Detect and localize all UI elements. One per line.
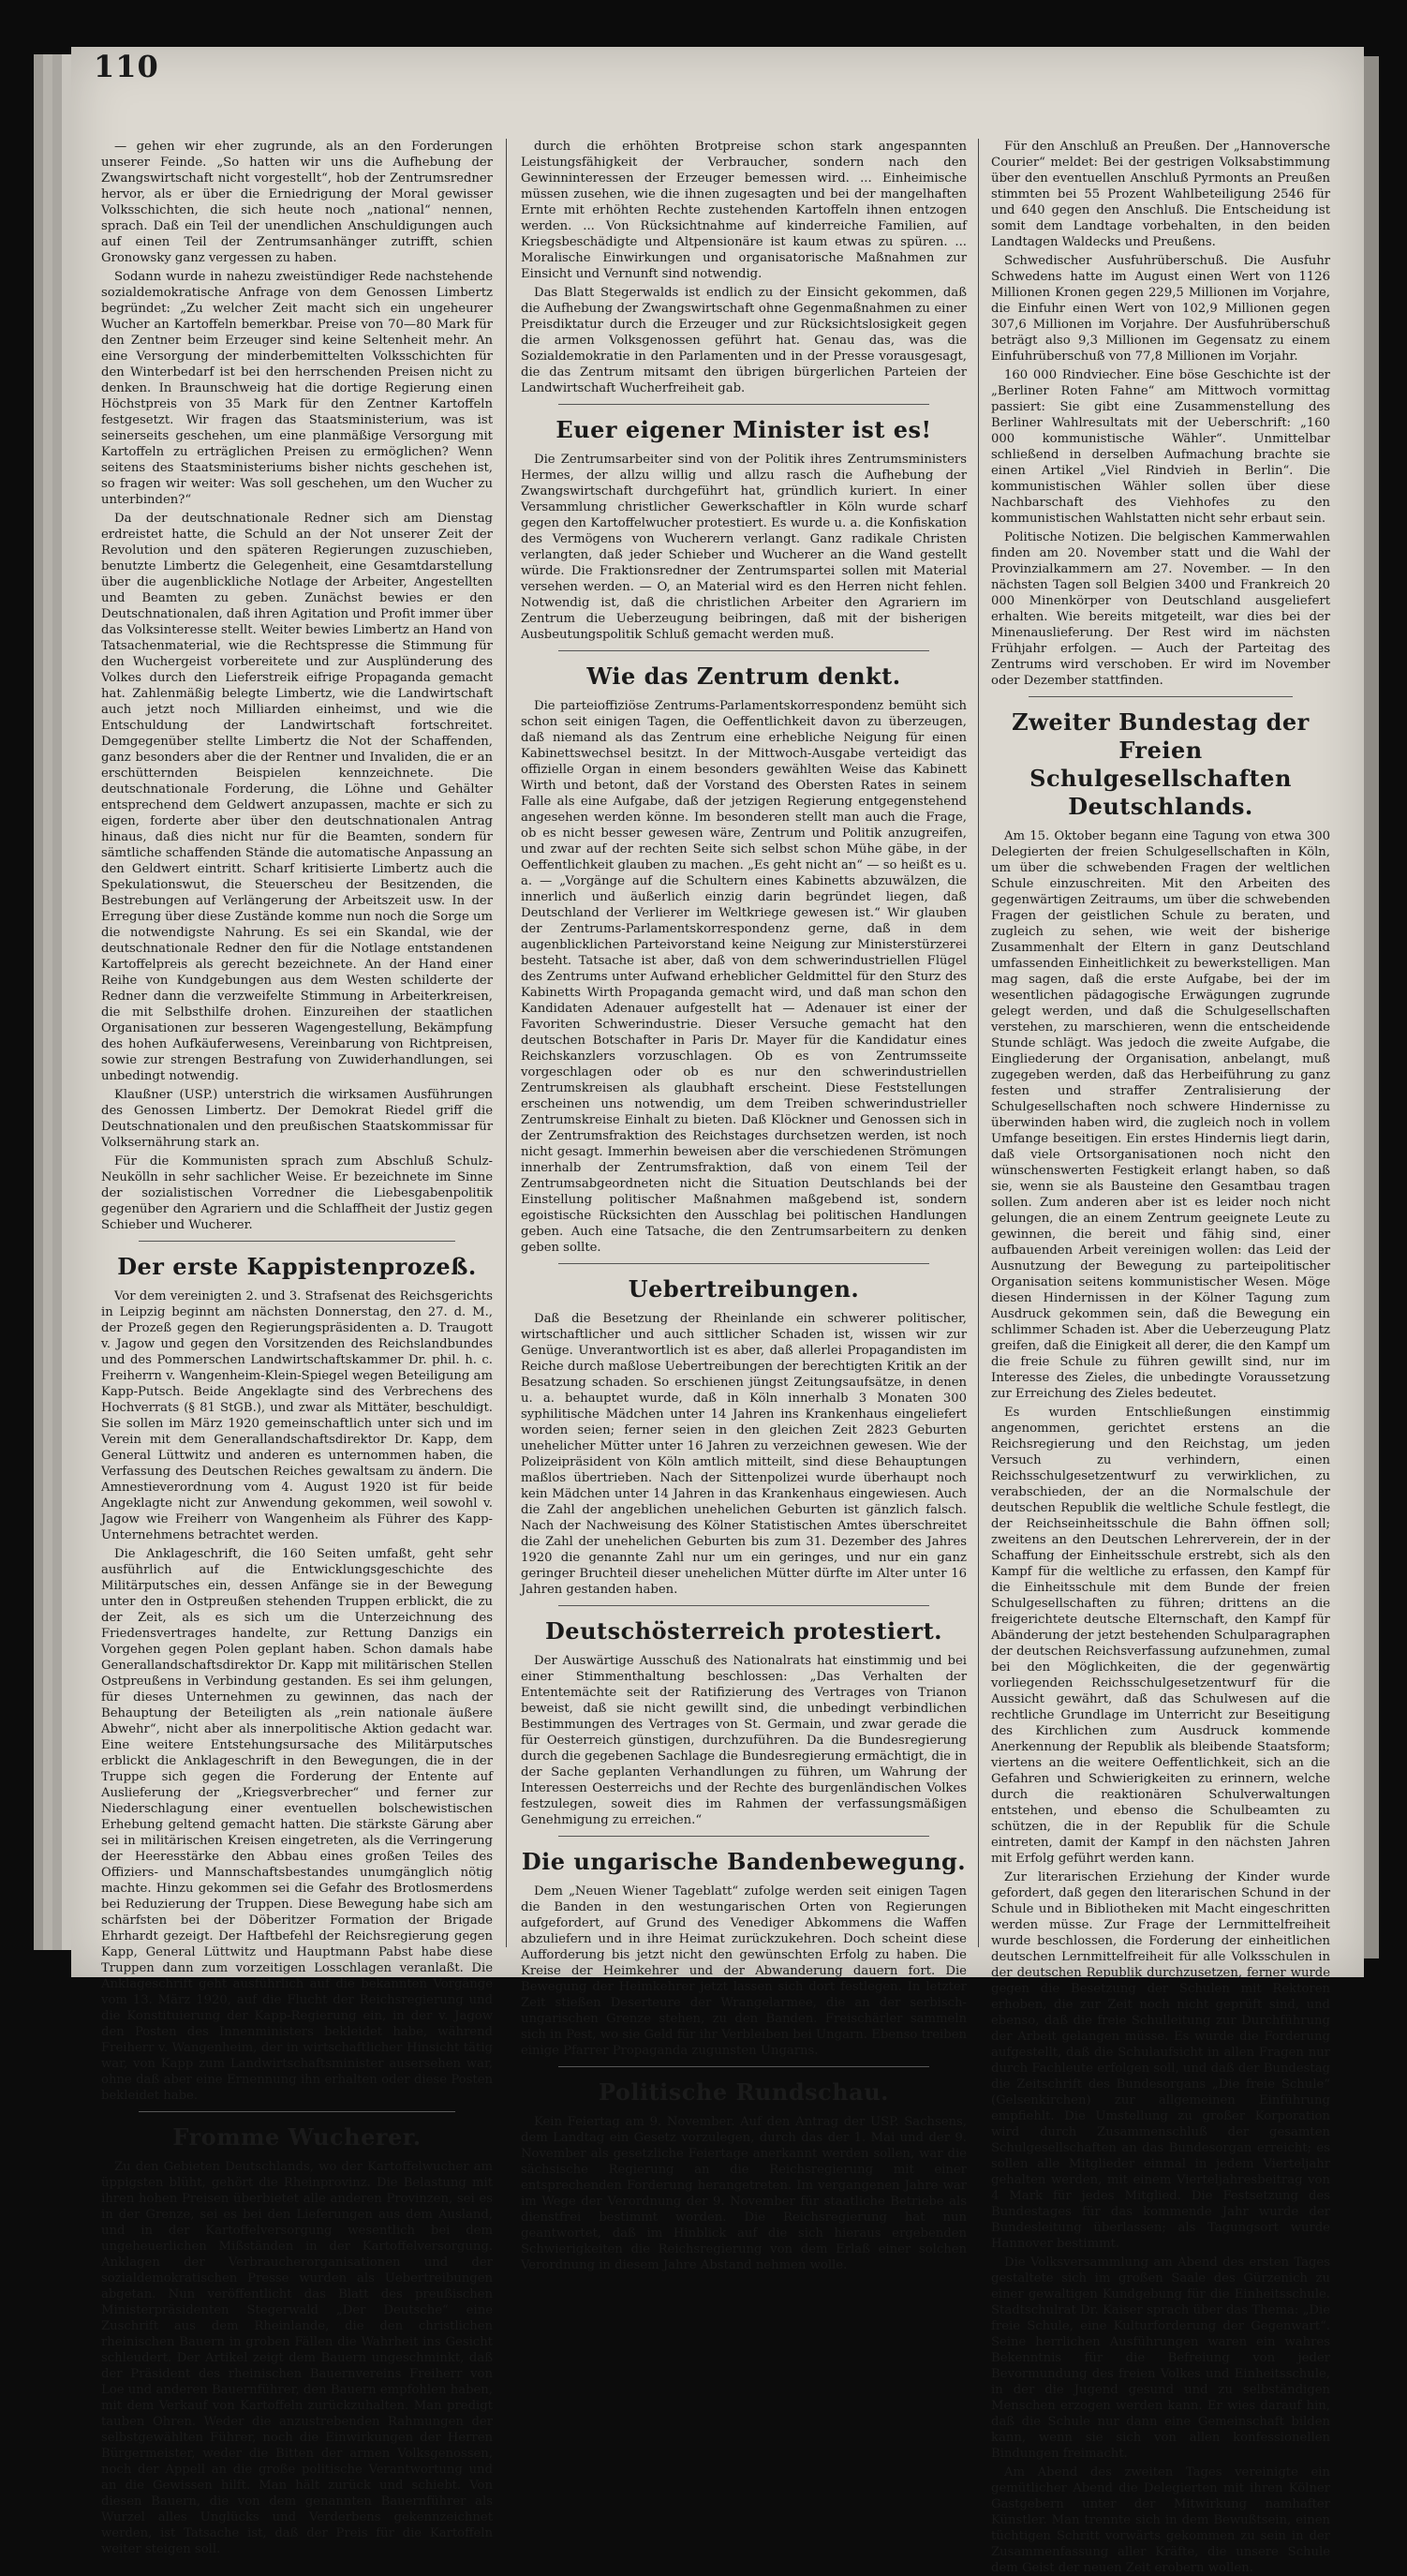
column-rule [506,139,507,1947]
page-edge-4 [62,54,71,1950]
article-paragraph: Das Blatt Stegerwalds ist endlich zu der Einsicht gekommen, daß die Aufhebung der Zwangswirtschaft ohne Gegenmaßnahmen zu einer Preisdiktatur durch die Erzeuger und zur Rücksichtslosigkeit gegen die armen Volksgenossen geführt hat. Genau das, was die Sozialdemokratie in den Parlamenten und in der Presse vorausgesagt, die das Zentrum mitsamt den übrigen bürgerlichen Parteien der Landwirtschaft Wucherfreiheit gab. [521,286,967,395]
article-paragraph: Der Auswärtige Ausschuß des Nationalrats hat einstimmig und bei einer Stimmenthaltung beschlossen: „Das Verhalten der Ententemächte seit der Ratifizierung des Vertrages von Trianon beweist, daß sie nicht gewillt sind, die unbedingt verbindlichen Bestimmungen des Vertrages von St. Germain, und zwar gerade die für Oesterreich günstigen, durchzuführen. Da die Bundesregierung durch die gegebenen Sachlage die Bundesregierung ermächtigt, die in der Sache geplanten Verhandlungen zu führen, um Wahrung der Interessen Oesterreichs und der Rechte des burgenländischen Volkes festzulegen, soweit dies im Rahmen der verfassungsmäßigen Genehmigung zu erreichen.“ [521,1654,967,1827]
article-paragraph: Da der deutschnationale Redner sich am Dienstag erdreistet hatte, die Schuld an der Not unserer Zeit der Revolution und den späteren Regierungen zuzuschieben, benutzte Limbertz die Gelegenheit, eine Gesamtdarstellung über die augenblickliche Notlage der Arbeiter, Angestellten und Beamten zu geben. Zunächst bewies er den Deutschnationalen, daß ihren Agitation und Profit immer über das Volksinteresse stellt. Weiter bewies Limbertz an Hand von Tatsachenmaterial, wie die Rechtspresse die Stimmung für den Wuchergeist vorbereitete und zur Ausplünderung des Volkes durch den Lieferstreik eifrige Propaganda gemacht hat. Zahlenmäßig belegte Limbertz, wie die Landwirtschaft auch jetzt noch Milliarden einheimst, und wie die Entschuldung der Landwirtschaft fortschreitet. Demgegenüber stellte Limbertz die Not der Schaffenden, ganz besonders aber die der Rentner und Invaliden, die er an erschütternden Beispielen kennzeichnete. Die deutschnationale Forderung, die Löhne und Gehälter entsprechend dem Geldwert anzupassen, machte er sich zu eigen, forderte aber über den deutschnationalen Antrag hinaus, daß dies nicht nur für die Beamten, sondern für sämtliche schaffenden Stände die automatische Anpassung an den Geldwert eintritt. Scharf kritisierte Limbertz auch die Spekulationswut, die Steuerscheu der Besitzenden, die Bestrebungen auf Verlängerung der Arbeitszeit usw. In der Erregung über diese Zustände komme nun noch die Sorge um die notwendigste Nahrung. Es sei ein Skandal, wie der deutschnationale Redner den für die Notlage entstandenen Kartoffelpreis als gerecht bezeichnete. An der Hand einer Reihe von Kundgebungen aus dem Westen schilderte der Redner dann die verzweifelte Stimmung in Arbeiterkreisen, die mit Selbsthilfe drohen. Einzureihen der staatlichen Organisationen zur besseren Wagengestellung, Bekämpfung des hohen Aufkäuferwesens, Vereinbarung von Richtpreisen, sowie zur strengen Bestrafung von Zuwiderhandlungen, sei unbedingt notwendig. [101,512,493,1083]
article-paragraph: durch die erhöhten Brotpreise schon stark angespannten Leistungsfähigkeit der Verbraucher, sondern nach den Gewinninteressen der Erzeuger bemessen wird. ... Einheimische müssen zusehen, wie die ihnen zugesagten und bei der mangelhaften Ernte mit erhöhten Rechte zustehenden Kartoffeln ihnen entzogen werden. ... Von Rücksichtnahme auf kinderreiche Familien, auf Kriegsbeschädigte und Altpensionäre ist kaum etwas zu spüren. ... Moralische Einwirkungen und organisatorische Maßnahmen zur Einsicht und Vernunft sind notwendig. [521,140,967,281]
column-left [101,139,493,2556]
article-paragraph: Die Anklageschrift, die 160 Seiten umfaßt, geht sehr ausführlich auf die Entwicklungsgeschichte des Militärputsches ein, dessen Anfänge sie in der Bewegung unter den in Ostpreußen stehenden Truppen erblickt, die zu der Zeit, als es sich um die Unterzeichnung des Friedensvertrages handelte, zur Rettung Danzigs ein Vorgehen gegen Polen geplant haben. Schon damals habe Generallandschaftsdirektor Dr. Kapp mit militärischen Stellen Ostpreußens in Verbindung gestanden. Es sei ihm gelungen, für dieses Unternehmen zu gewinnen, das nach der Behauptung der Beteiligten als „rein nationale äußere Abwehr“, nicht aber als innerpolitische Aktion gedacht war. Eine weitere Entstehungsursache des Militärputsches erblickt die Anklageschrift in den Bewegungen, die in der Truppe sich gegen die Forderung der Entente auf Auslieferung der „Kriegsverbrecher“ und ferner zur Niederschlagung einer eventuellen bolschewistischen Erhebung geltend gemacht hatten. Die stärkste Gärung aber sei in militärischen Kreisen eingetreten, als die Verringerung der Heeresstärke den Abbau eines großen Teiles des Offiziers- und Mannschaftsbestandes unumgänglich nötig machte. Hinzu gekommen sei die Gefahr des Brotlosmerdens bei Reduzierung der Truppen. Diese Bewegung habe sich am schärfsten bei der Döberitzer Formation der Brigade Ehrhardt gezeigt. Der Haftbefehl der Reichsregierung gegen Kapp, General Lüttwitz und Hauptmann Pabst habe diese Truppen dann zum vorzeitigen Losschlagen veranlaßt. Die Anklageschrift geht ausführlich auf die bekannten Vorgänge vom 13. März 1920, auf die Flucht der Reichsregierung und die Konstituierung der Kapp-Regierung ein, in der v. Jagow den Posten des Innenministers bekleidet habe, während Freiherr v. Wangenheim, der in wirtschaftlicher Hinsicht tätig war, von Kapp zum Landwirtschaftsminister ausersehen war, ohne daß aber eine Ernennung ihn erhalten oder diese Posten bekleidet habe. [101,1547,493,2103]
article-paragraph: Schwedischer Ausfuhrüberschuß. Die Ausfuhr Schwedens hatte im August einen Wert von 1126 Millionen Kronen gegen 229,5 Millionen im Vorjahre, die Einfuhr einen Wert von 102,9 Millionen gegen 307,6 Millionen im Vorjahre. Der Ausfuhrüberschuß beträgt also 9,3 Millionen im Gegensatz zu einem Einfuhrüberschuß von 77,8 Millionen im Vorjahr. [991,254,1330,364]
article-headline: Wie das Zentrum denkt. [586,663,901,690]
article-paragraph: Dem „Neuen Wiener Tageblatt“ zufolge werden seit einigen Tagen die Banden in den westungarischen Orten von Regierungen aufgefordert, auf Grund des Venediger Abkommens die Waffen abzuliefern und in ihre Heimat zurückzukehren. Doch scheint diese Aufforderung bis jetzt nicht den gewünschten Erfolg zu haben. Die Kreise der Heimkehrer und der Abwanderung dauern fort. Die Bewegung der Heimkehrer jetzt lassen sich dort festlegen. In letzter Zeit stießen Deserteure der Wrangelarmee, die an der serbisch-ungarischen Grenze stehen, zu den Banden. Freischärler sammeln sich in Pest, wo sie Geld für ihr Verbleiben bei Ungarn. Ebenso treiben einige Pfarrer Propaganda zugunsten Ungarns. [521,1884,967,2058]
headline-rule [558,1263,929,1264]
article-headline: Deutschösterreich protestiert. [544,1617,943,1645]
article-paragraph: Für die Kommunisten sprach zum Abschluß Schulz-Neukölln in sehr sachlicher Weise. Er bezeichnete im Sinne der sozialistischen Vorredner die Liebesgabenpolitik gegenüber den Agrariern und die Schlaffheit der Justiz gegen Schieber und Wucherer. [101,1154,493,1232]
headline-rule [558,650,929,651]
article-paragraph: Für den Anschluß an Preußen. Der „Hannoversche Courier“ meldet: Bei der gestrigen Volksabstimmung über den eventuellen Anschluß Pyrmonts an Preußen stimmten bei 55 Prozent Wahlbeteiligung 2546 für und 640 gegen den Anschluß. Die Entscheidung ist somit dem Landtage vorbehalten, in den beiden Landtagen Waldecks und Preußens. [991,140,1330,249]
article-paragraph: Am 15. Oktober begann eine Tagung von etwa 300 Delegierten der freien Schulgesellschaften in Köln, um über die schwebenden Fragen der weltlichen Schule einzuschreiten. Mit den Arbeiten des gegenwärtigen Zeitraums, um über die schwebenden Fragen der geistlichen Schule zu beraten, und zugleich zu sehen, wie weit der bisherige Zusammenhalt der Eltern in ganz Deutschland umfassenden Einheitlichkeit zu bewerkstelligen. Man mag sagen, daß die erste Aufgabe, bei der im wesentlichen pädagogische Erwägungen zugrunde gelegt werden, und daß die Schulgesellschaften verstehen, zu marschieren, wenn die entscheidende Stunde schlägt. Was jedoch die zweite Aufgabe, die Eingliederung der Organisation, anbelangt, muß zugegeben werden, daß das Herbeiführung zu ganz festen und straffer Zentralisierung der Schulgesellschaften noch schwere Hindernisse zu überwinden haben wird, die zugleich noch in vollem Umfange beseitigen. Ein erstes Hindernis liegt darin, daß viele Ortsorganisationen noch nicht den wünschenswerten Festigkeit erlangt haben, so daß sie, wenn sie als Bausteine den Gesamtbau tragen sollen. Zum anderen aber ist es leider noch nicht gelungen, die an einem Zentrum geeignete Leute zu gewinnen, die bereit und fähig sind, einer aufbauenden Arbeit vereinigen wollen: das Leid der Ausnutzung der Bewegung zu parteipolitischer Organisation seitens kommunistischer Wesen. Möge diesen Hindernissen in der Kölner Tagung zum Ausdruck gekommen sein, daß die Bewegung ein schlimmer Schaden ist. Aber die Ueberzeugung Platz greifen, daß die Einigkeit all derer, die den Kampf um die freie Schule zu führen gewillt sind, nur im Interesse des Zieles, die unbedingte Voraussetzung zur Erreichung des Zieles bedeutet. [991,829,1330,1401]
page-edge-2 [43,54,52,1950]
article-paragraph: Zur literarischen Erziehung der Kinder wurde gefordert, daß gegen den literarischen Schund in der Schule und in Bibliotheken mit Macht eingeschritten werden müsse. Zur Frage der Lernmittelfreiheit wurde beschlossen, die Forderung der einheitlichen deutschen Lernmittelfreiheit für alle Volksschulen in der deutschen Republik durchzusetzen, ferner wurde gegen die Besetzung der Schulen mit Rektoren erhoben, die zur Zeit noch nicht geprüft sind, und ebenso, daß die freie Schulleitung zur Durchführung der Arbeit gelangen müsse. Es wurde die Forderung aufgestellt, daß die Schulaufsicht in allen Fragen nur durch Fachleute erfolgen soll, und daß der Bundestag die Zeitschrift des Bundesorgans „Die freie Schule“ (Gelsenkirchen) zur allgemeinen Einführung empfiehlt. Die Umstellung zu großer Korporation wird durch Zusammenschluß der gesamten Schulgesellschaften an das Bundesorgan erreicht; es sollen alle Mitglieder einmal in jedem Vierteljahr gehalten werden, mit einem Vierteljahresbeitrag von 4 Mark für jedes Mitglied. Die Festsetzung des Bundestages für das kommende Jahr wurde der Bundesleitung überlassen; als Tagungsort wurde Hannover bestimmt. [991,1870,1330,2251]
article-paragraph: Politische Notizen. Die belgischen Kammerwahlen finden am 20. November statt und die Wahl der Provinzialkammern am 27. November. — In den nächsten Tagen soll Belgien 3400 und Frankreich 20 000 Minenkörper von Deutschland ausgeliefert erhalten. Wie bereits mitgeteilt, war dies bei der Minenauslieferung. Der Rest wird im nächsten Frühjahr erfolgen. — Auch der Parteitag des Zentrums wird verschoben. Er wird im November oder Dezember stattfinden. [991,530,1330,688]
article-paragraph: — gehen wir eher zugrunde, als an den Forderungen unserer Feinde. „So hatten wir uns die Aufhebung der Zwangswirtschaft nicht vorgestellt“, hob der Zentrumsredner hervor, als er über die Erniedrigung der Moral gewisser Volksschichten, die sich heute noch „national“ nennen, sprach. Daß ein Teil der unendlichen Anschuldigungen auch auf einen Teil der Zentrumsanhänger zutrifft, schien Gronowsky ganz vergessen zu haben. [101,140,493,265]
article-headline: Zweiter Bundestag der Freien Schulgesellschaften Deutschlands. [1012,708,1310,820]
headline-rule [1029,696,1293,697]
article-headline: Der erste Kappistenprozeß. [117,1253,477,1280]
article-paragraph: Die Zentrumsarbeiter sind von der Politik ihres Zentrumsministers Hermes, der allzu willig und allzu rasch die Aufhebung der Zwangswirtschaft durchgeführt hat, gründlich kuriert. In einer Versammlung christlicher Gewerkschaftler in Köln wurde scharf gegen den Kartoffelwucher protestiert. Es wurde u. a. die Konfiskation des Vermögens von Wucherern verlangt. Ganz radikale Christen verlangten, daß jeder Schieber und Wucherer an die Wand gestellt würde. Die Fraktionsredner der Zentrumspartei sollen mit Material versehen werden. — O, an Material wird es den Herren nicht fehlen. Notwendig ist, daß die christlichen Arbeiter den Agrariern im Zentrum die Ueberzeugung beibringen, daß mit der bisherigen Ausbeutungspolitik Schluß gemacht werden muß. [521,453,967,642]
headline-rule [558,404,929,405]
article-headline: Uebertreibungen. [628,1275,860,1303]
headline-rule [558,1836,929,1837]
article-paragraph: 160 000 Rindviecher. Eine böse Geschichte ist der „Berliner Roten Fahne“ am Mittwoch vormittag passiert: Sie gibt eine Zusammenstellung des Berliner Wahlresultats mit der Ueberschrift: „160 000 kommunistische Wähler“. Unmittelbar schließend in derselben Aufmachung brachte sie einen Artikel „Viel Rindvieh in Berlin“. Die kommunistischen Wähler sollen über diese Nachbarschaft des Viehhofes zu den kommunistischen Wahlstatten nicht sehr erbaut sein. [991,368,1330,526]
article-headline: Die ungarische Bandenbewegung. [521,1848,967,1875]
page-edge-1 [34,54,43,1950]
article-paragraph: Die Volksversammlung am Abend des ersten Tages gestaltete sich im großen Saale des Gürzenich zu einer gewaltigen Kundgebung für die Einheitsschule. Stadtschulrat Dr. Kaiser sprach über das Thema: „Die freie Schule, eine Kulturforderung der Gegenwart“. Seine herrlichen Ausführungen waren ein wahres Bekenntnis für die Befreiung von jeder Bevormundung des freien Volkes und Einheitsschule, in der die Jugend gesund und zu selbständigen Menschen erzogen werden kann. Er wies darauf hin, daß die Schule nur dann eine Gemeinschaft bilden kann, wenn sie sich von allen konfessionellen Bindungen freimacht. [991,2256,1330,2461]
page-number: 110 [94,49,159,84]
column-right [991,139,1330,2575]
article-headline: Euer eigener Minister ist es! [555,416,932,443]
article-paragraph: Kein Feiertag am 9. November. Auf den Antrag der USP. Sachsens, dem Landtag ein Gesetz vorzulegen, durch das der 1. Mai und der 9. November als gesetzliche Feiertage anerkannt werden sollen, war die sächsische Regierung an die Reichsregierung mit einer entsprechenden Forderung herangetreten. Im vergangenen Jahre war im Wege der Verordnung der 9. November für staatliche Betriebe als dienstfrei bestimmt worden. Die Reichsregierung hat nun geantwortet, daß im Hinblick auf die sich hieraus ergebenden Schwierigkeiten die Reichsregierung von dem Erlaß einer solchen Verordnung in diesem Jahre Abstand nehmen wolle. [521,2115,967,2272]
article-headline: Politische Rundschau. [598,2078,890,2106]
article-paragraph: Vor dem vereinigten 2. und 3. Strafsenat des Reichsgerichts in Leipzig beginnt am nächsten Donnerstag, den 27. d. M., der Prozeß gegen den Regierungspräsidenten a. D. Traugott v. Jagow und gegen den Vorsitzenden des Reichslandbundes und des Pommerschen Landwirtschaftskammer Dr. phil. h. c. Freiherrn v. Wangenheim-Klein-Spiegel wegen Beteiligung am Kapp-Putsch. Beide Angeklagte sind des Verbrechens des Hochverrats (§ 81 StGB.), und zwar als Mittäter, beschuldigt. Sie sollen im März 1920 gemeinschaftlich unter sich und im Verein mit dem Generallandschaftsdirektor Dr. Kapp, dem General Lüttwitz und anderen es unternommen haben, die Verfassung des Deutschen Reiches gewaltsam zu ändern. Die Amnestieverordnung vom 4. August 1920 ist für beide Angeklagte nicht zur Anwendung gekommen, weil sowohl v. Jagow wie Freiherr von Wangenheim als Führer des Kapp-Unternehmens betrachtet werden. [101,1289,493,1542]
article-paragraph: Sodann wurde in nahezu zweistündiger Rede nachstehende sozialdemokratische Anfrage von dem Genossen Limbertz begründet: „Zu welcher Zeit macht sich ein ungeheurer Wucher an Kartoffeln bemerkbar. Preise von 70—80 Mark für den Zentner beim Erzeuger sind keine Seltenheit mehr. An eine Versorgung der minderbemittelten Volksschichten für den Winterbedarf ist bei den herrschenden Preisen nicht zu denken. In Braunschweig hat die dortige Regierung einen Höchstpreis von 35 Mark für den Zentner Kartoffeln festgesetzt. Wir fragen das Staatsministerium, was ist seinerseits geschehen, um eine planmäßige Versorgung mit Kartoffeln zu erträglichen Preisen zu ermöglichen? Wenn seitens des Staatsministeriums bisher nichts geschehen ist, so fragen wir weiter: Was soll geschehen, um den Wucher zu unterbinden?“ [101,270,493,507]
column-rule [978,139,979,1947]
article-paragraph: Die parteioffiziöse Zentrums-Parlamentskorrespondenz bemüht sich schon seit einigen Tagen, die Oeffentlichkeit davon zu überzeugen, daß niemand als das Zentrum eine erhebliche Neigung für einen Kabinettswechsel besitzt. In der Mittwoch-Ausgabe verteidigt das offizielle Organ in einem besonders gewählten Weise das Kabinett Wirth und betont, daß der Vorstand des Obersten Rates in seinem Falle als eine Aufgabe, daß der jetzigen Regierung entgegenstehend angesehen werden könne. Im besonderen stellt man auch die Frage, ob es nicht besser gewesen wäre, Zentrum und Politik anzugreifen, und zwar auf der rechten Seite sich selbst schon Mühe gäbe, in der Oeffentlichkeit glauben zu machen. „Es geht nicht an“ — so heißt es u. a. — „Vorgänge auf die Schultern eines Kabinetts abzuwälzen, die innerlich und äußerlich einzig darin begründet liegen, daß Deutschland der Verlierer im Weltkriege gewesen ist.“ Wir glauben der Zentrums-Parlamentskorrespondenz gerne, daß in dem augenblicklichen Parteivorstand keine Neigung zur Ministerstürzerei besteht. Tatsache ist aber, daß von dem schwerindustriellen Flügel des Zentrums unter Aufwand erheblicher Geldmittel für den Sturz des Kabinetts Wirth Propaganda gemacht wird, und daß man schon den Kandidaten Adenauer aufgestellt hat — Adenauer ist einer der Favoriten Schwerindustrie. Dieser Versuche gemacht hat den deutschen Botschafter in Paris Dr. Mayer für die Kandidatur eines Reichskanzlers vorzuschlagen. Ob es von Zentrumsseite vorgeschlagen oder ob es nur den schwerindustriellen Zentrumskreisen als glaubhaft erscheint. Diese Feststellungen erscheinen uns notwendig, um dem Treiben schwerindustrieller Zentrumskreise Einhalt zu bieten. Daß Klöckner und Genossen sich in der Zentrumsfraktion des Reichstages durchsetzen werden, ist noch nicht gesagt. Immerhin beweisen aber die verschiedenen Strömungen innerhalb der Zentrumsfraktion, daß von einem Teil der Zentrumsabgeordneten nicht die Situation Deutschlands bei der Einstellung politischer Maßnahmen maßgebend ist, sondern egoistische Rücksichten den Ausschlag bei politischen Handlungen geben. Auch eine Tatsache, die den Zentrumsarbeitern zu denken geben sollte. [521,699,967,1255]
article-paragraph: Zu den Gebieten Deutschlands, wo der Kartoffelwucher am üppigsten blüht, gehört die Rheinprovinz. Die Belastung mit ihren hohen Preisen überbietet alle anderen Provinzen, sei es in der Grenze, sei es bei den Lieferungen aus dem Ausland, und in der Kartoffelversorgung wesentlich bei dem ungeheuerlichen Mißständen in der Kartoffelversorgung. Anklagen der Verbraucherorganisationen und der sozialdemokratischen Presse wurden als Uebertreibungen abgetan. Nun veröffentlicht das Blatt des preußischen Ministerpräsidenten Stegerwald „Der Deutsche“ eine Zuschrift aus dem Rheinlande, die den christlichen rheinischen Bauern in groben Fällen die Wahrheit ins Gesicht schleudert. Der Artikel zeigt dem Bauern ungeschminkt, daß der Präsident des rheinischen Bauernvereins Freiherr von Loe und anderen Bauernführer, den Bauern empfohlen haben, mit dem Verkauf von Kartoffeln zurückzuhalten. Man predigt tauben Ohren. Weder die anzustrebenden Rahmungen der selbstgewählten Führer, noch die Einwirkungen der Herren Bürgermeister, weder die Bitten der armen Volksgenossen, noch der Appell an die große politische Verantwortung und an die Gewissen hilft. Man hält zurück und schiebt. Von diesen Bauern, die von dem genannten Bauernführer als Wurzel alles Unglücks und Verderbens gekennzeichnet werden, ist Tatsache ist, daß der Preis für die Kartoffeln weiter steigen soll. [101,2160,493,2556]
article-paragraph: Daß die Besetzung der Rheinlande ein schwerer politischer, wirtschaftlicher und auch sittlicher Schaden ist, wissen wir zur Genüge. Unverantwortlich ist es aber, daß allerlei Propagandisten im Reiche durch maßlose Uebertreibungen der berechtigten Kritik an der Besatzung schaden. So erschienen jüngst Zeitungsaufsätze, in denen u. a. behauptet wurde, daß in Köln innerhalb 3 Monaten 300 syphilitische Mädchen unter 14 Jahren ins Krankenhaus eingeliefert worden seien; ferner seien in den gleichen Zeit 2823 Geburten unehelicher Mütter unter 16 Jahren zu verzeichnen gewesen. Wie der Polizeipräsident von Köln amtlich mitteilt, sind diese Behauptungen maßlos übertrieben. Nach der Sittenpolizei wurde überhaupt noch kein Mädchen unter 14 Jahren in das Krankenhaus eingewiesen. Auch die Zahl der angeblichen unehelichen Geburten ist gänzlich falsch. Nach der Nachweisung des Kölner Statistischen Amtes überschreitet die Zahl der unehelichen Geburten bis zum 31. Dezember des Jahres 1920 die genannte Zahl nur um ein geringes, und nur ein ganz geringer Bruchteil dieser unehelichen Mütter dürfte im Alter unter 16 Jahren gestanden haben. [521,1312,967,1597]
headline-rule [558,1605,929,1606]
article-paragraph: Am Abend des zweiten Tages vereinigte ein gemütlicher Abend die Delegierten mit ihren Kölner Gastgebern unter der Mitwirkung namhafter Künstler. Man trennte sich in dem Bewußtsein, einen tüchtigen Schritt vorwärts gekommen zu sein in der Zusammenfassung aller Kräfte, die unsere Schule dem Geist der neuen Zeit erobern wollen. [991,2465,1330,2575]
page-edge-3 [52,54,62,1950]
page-edge-right [1364,56,1379,1958]
article-headline: Fromme Wucherer. [172,2123,422,2151]
headline-rule [139,1241,455,1242]
column-middle [521,139,967,2272]
article-paragraph: Es wurden Entschließungen einstimmig angenommen, gerichtet erstens an die Reichsregierung und den Reichstag, um jeden Versuch zu verhindern, einen Reichsschulgesetzentwurf zu verwirklichen, zu verabschieden, der an die Normalschule der deutschen Republik die weltliche Schule festlegt, die der Reichseinheitsschule die Bahn öffnen soll; zweitens an den Deutschen Lehrerverein, der in der Schaffung der Einheitsschule erstrebt, sich als den Kampf für die weltliche zu erfassen, den Kampf für die Einheitsschule mit dem Bunde der freien Schulgesellschaften zu führen; drittens an die freigerichtete deutsche Elternschaft, den Kampf für Abänderung der jetzt bestehenden Schulparagraphen der deutschen Reichsverfassung aufzunehmen, zumal bei den Möglichkeiten, die der gegenwärtig vorliegenden Reichsschulgesetzentwurf für die Aussicht gewährt, daß das Schulwesen auf die rechtliche Grundlage im Unterricht zur Beseitigung des Kirchlichen zum Ausdruck kommende Anerkennung der Republik als bleibende Staatsform; viertens an die weitere Oeffentlichkeit, sich an die Gefahren und Schwierigkeiten zu erinnern, welche durch die reaktionären Schulverwaltungen entstehen, und ebenso die Schulbeamten zu schützen, die in der Republik für die Schule eintreten, damit der Kampf in den nächsten Jahren mit Erfolg geführt werden kann. [991,1406,1330,1866]
headline-rule [139,2111,455,2112]
article-paragraph: Klaußner (USP.) unterstrich die wirksamen Ausführungen des Genossen Limbertz. Der Demokrat Riedel griff die Deutschnationalen und den preußischen Staatskommissar für Volksernährung stark an. [101,1088,493,1150]
headline-rule [558,2066,929,2067]
